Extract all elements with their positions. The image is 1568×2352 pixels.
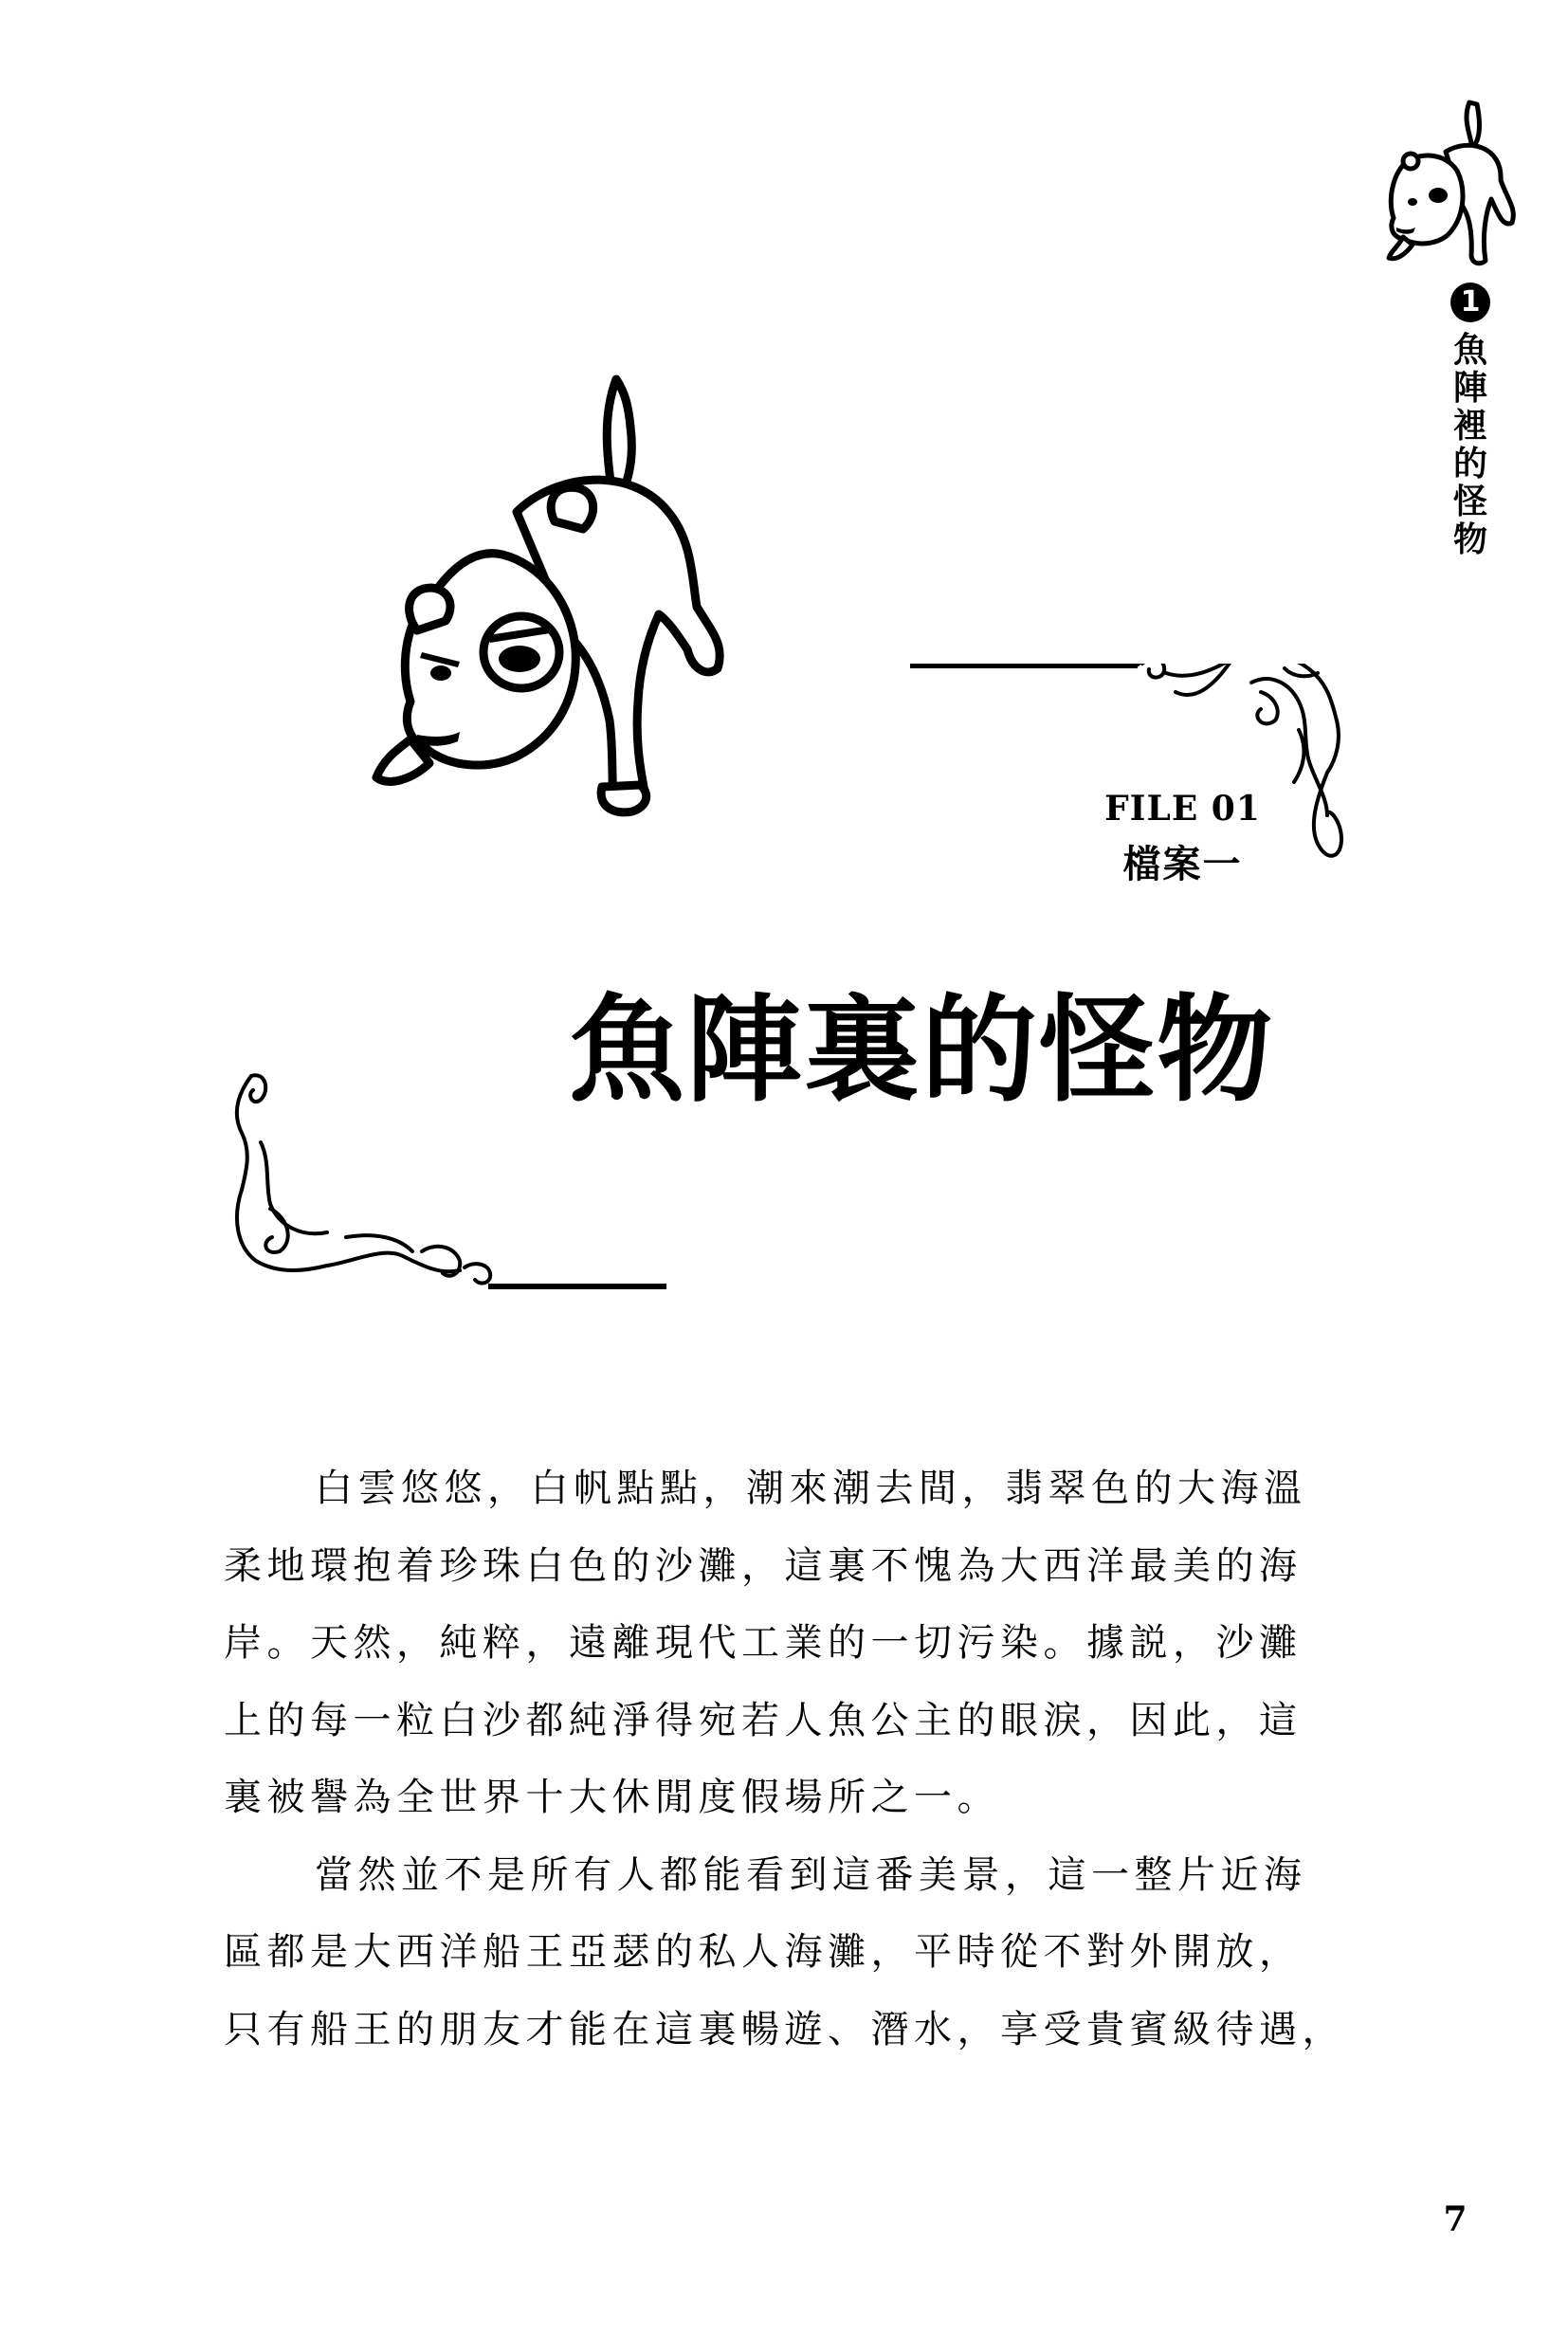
chapter-title: 魚陣裏的怪物 (569, 983, 1274, 1118)
chapter-number-badge: 1 (1450, 283, 1490, 322)
file-label: FILE 01 (1104, 789, 1261, 829)
bottom-flourish-ornament (213, 1067, 668, 1294)
running-head-char: 裡 (1452, 407, 1487, 446)
body-line: 上的每一粒白沙都純淨得宛若人魚公主的眼淚，因此，這 (224, 1698, 1303, 1742)
page-number: 7 (1443, 2199, 1468, 2239)
body-line: 區都是大西洋船王亞瑟的私人海灘，平時從不對外開放， (224, 1930, 1303, 1974)
running-head-char: 物 (1452, 520, 1487, 559)
running-head-char: 怪 (1452, 483, 1487, 521)
body-text (224, 1450, 1371, 2069)
running-head-title (1449, 332, 1492, 559)
running-head-char: 的 (1452, 445, 1487, 483)
running-head-char: 魚 (1452, 331, 1487, 370)
file-label-chinese: 檔案一 (1122, 843, 1243, 886)
mascot-illustration (365, 360, 744, 853)
running-head-char: 陣 (1452, 369, 1487, 408)
body-line: 柔地環抱着珍珠白色的沙灘，這裏不愧為大西洋最美的海 (224, 1543, 1303, 1588)
body-line: 岸。天然，純粹，遠離現代工業的一切污染。據説，沙灘 (224, 1621, 1303, 1665)
body-line: 白雲悠悠，白帆點點，潮來潮去間，翡翠色的大海溫 (315, 1467, 1307, 1510)
side-mascot-illustration (1379, 95, 1522, 275)
body-line: 只有船王的朋友才能在這裏暢遊、潛水，享受貴賓級待遇， (224, 2007, 1345, 2051)
body-line: 裏被譽為全世界十大休閒度假場所之一。 (224, 1776, 1000, 1819)
body-line: 當然並不是所有人都能看到這番美景，這一整片近海 (315, 1852, 1307, 1897)
